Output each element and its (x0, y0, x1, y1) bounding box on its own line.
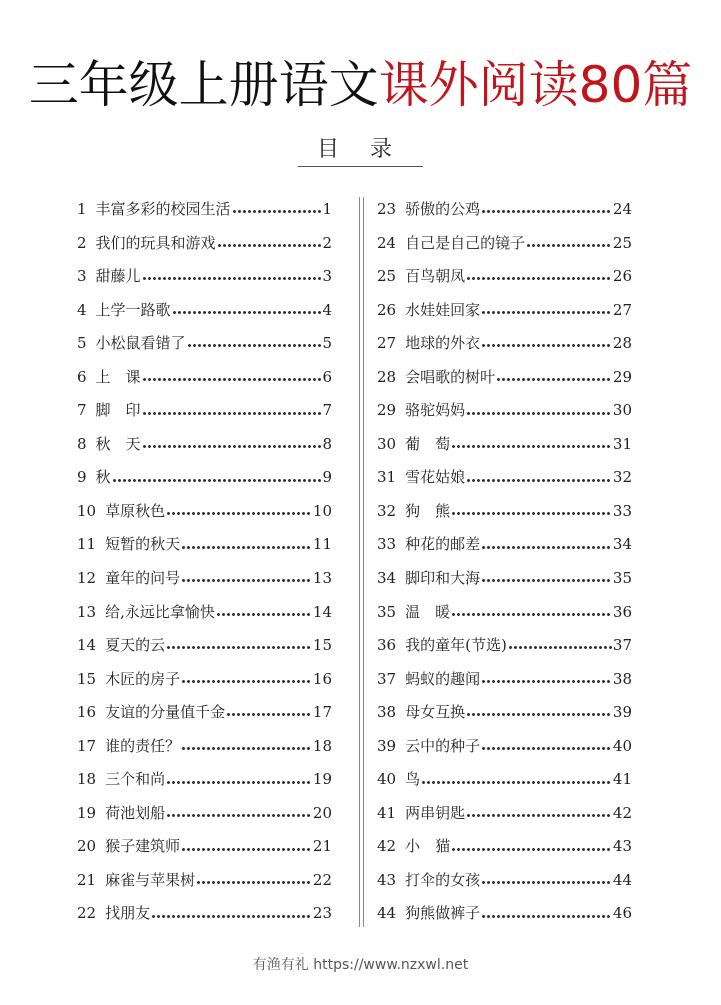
entry-page: 22 (312, 870, 332, 889)
dot-leader (466, 412, 612, 415)
entry-page: 24 (612, 200, 632, 218)
entry-title: 狗熊做裤子 (405, 904, 481, 923)
entry-title: 蚂蚁的趣闻 (405, 669, 481, 688)
entry-number: 28 (377, 367, 397, 386)
entry-title: 童年的问号 (105, 569, 181, 588)
dot-leader (217, 244, 322, 247)
dot-leader (226, 713, 312, 716)
entry-number: 27 (377, 334, 397, 353)
entry-number: 41 (377, 803, 397, 822)
entry-number: 25 (377, 267, 397, 286)
entry-page: 10 (312, 501, 332, 520)
entry-page: 1 (322, 200, 332, 218)
entry-title: 荷池划船 (105, 803, 166, 822)
entry-number: 18 (77, 770, 97, 789)
entry-title: 地球的外衣 (405, 334, 481, 353)
dot-leader (481, 680, 612, 683)
entry-title: 狗 熊 (405, 501, 451, 520)
entry-page: 36 (612, 602, 632, 621)
toc-entry[interactable] (77, 663, 332, 697)
toc-entry[interactable] (77, 428, 332, 462)
entry-number: 17 (77, 736, 97, 755)
toc-entry[interactable] (377, 763, 632, 797)
entry-page: 43 (612, 837, 632, 856)
dot-leader (181, 747, 312, 750)
entry-title: 木匠的房子 (105, 669, 181, 688)
toc-entry[interactable] (77, 730, 332, 764)
entry-number: 23 (377, 200, 397, 218)
entry-page: 38 (612, 669, 632, 688)
dot-leader (508, 646, 612, 649)
entry-page: 6 (322, 367, 332, 386)
toc-entry[interactable] (77, 797, 332, 831)
entry-page: 26 (612, 267, 632, 286)
entry-title: 打伞的女孩 (405, 870, 481, 889)
entry-number: 5 (77, 334, 87, 353)
entry-number: 8 (77, 434, 87, 453)
dot-leader (181, 680, 312, 683)
entry-number: 4 (77, 300, 87, 319)
dot-leader (451, 613, 612, 616)
dot-leader (481, 311, 612, 314)
toc-entry[interactable] (77, 897, 332, 931)
entry-title: 云中的种子 (405, 736, 481, 755)
dot-leader (481, 881, 612, 884)
toc-entry[interactable] (77, 327, 332, 361)
entry-page: 14 (312, 602, 332, 621)
toc-entry[interactable] (377, 696, 632, 730)
dot-leader (142, 378, 322, 381)
dot-leader (481, 579, 612, 582)
toc-entry[interactable] (377, 629, 632, 663)
dot-leader (216, 613, 312, 616)
toc-entry[interactable] (377, 294, 632, 328)
dot-leader (172, 311, 322, 314)
dot-leader (181, 579, 312, 582)
dot-leader (142, 412, 322, 415)
toc-entry[interactable] (77, 763, 332, 797)
entry-page: 17 (312, 703, 332, 722)
toc-entry[interactable] (77, 193, 332, 227)
dot-leader (166, 512, 312, 515)
dot-leader (466, 713, 612, 716)
toc-entry[interactable] (377, 864, 632, 898)
toc-entry[interactable] (77, 394, 332, 428)
entry-page: 40 (612, 736, 632, 755)
dot-leader (466, 814, 612, 817)
entry-page: 37 (612, 636, 632, 655)
entry-number: 26 (377, 300, 397, 319)
toc-entry[interactable] (77, 629, 332, 663)
entry-title: 脚印和大海 (405, 569, 481, 588)
entry-title: 百鸟朝凤 (405, 267, 466, 286)
toc-entry[interactable] (77, 528, 332, 562)
entry-number: 44 (377, 904, 397, 923)
dot-leader (232, 210, 322, 213)
dot-leader (451, 848, 612, 851)
dot-leader (481, 344, 612, 347)
entry-page: 15 (312, 636, 332, 655)
entry-number: 20 (77, 837, 97, 856)
entry-number: 22 (77, 904, 97, 923)
entry-title: 种花的邮差 (405, 535, 481, 554)
dot-leader (142, 277, 322, 280)
entry-page: 41 (612, 770, 632, 789)
entry-number: 37 (377, 669, 397, 688)
dot-leader (421, 781, 612, 784)
entry-title: 丰富多彩的校园生活 (95, 200, 231, 218)
entry-title: 甜藤儿 (95, 267, 141, 286)
toc-entry[interactable] (377, 495, 632, 529)
toc-entry[interactable] (377, 394, 632, 428)
dot-leader (481, 747, 612, 750)
entry-page: 35 (612, 569, 632, 588)
entry-page: 21 (312, 837, 332, 856)
entry-page: 11 (312, 535, 332, 554)
entry-number: 36 (377, 636, 397, 655)
toc-entry[interactable] (377, 193, 632, 227)
entry-number: 40 (377, 770, 397, 789)
toc-entry[interactable] (377, 663, 632, 697)
entry-number: 21 (77, 870, 97, 889)
entry-number: 11 (77, 535, 97, 554)
entry-page: 44 (612, 870, 632, 889)
entry-page: 2 (322, 233, 332, 252)
entry-page: 29 (612, 367, 632, 386)
entry-page: 7 (322, 401, 332, 420)
toc-entry[interactable] (77, 495, 332, 529)
dot-leader (466, 277, 612, 280)
entry-title: 三个和尚 (105, 770, 166, 789)
toc-entry[interactable] (77, 562, 332, 596)
dot-leader (166, 814, 312, 817)
entry-title: 短暂的秋天 (105, 535, 181, 554)
entry-title: 我们的玩具和游戏 (95, 233, 216, 252)
entry-title: 水娃娃回家 (405, 300, 481, 319)
toc-entry[interactable] (77, 596, 332, 630)
toc-entry[interactable] (77, 696, 332, 730)
entry-number: 31 (377, 468, 397, 487)
entry-number: 3 (77, 267, 87, 286)
toc-entry[interactable] (377, 227, 632, 261)
entry-number: 39 (377, 736, 397, 755)
dot-leader (196, 881, 312, 884)
dot-leader (481, 915, 612, 918)
entry-page: 9 (322, 468, 332, 487)
entry-page: 25 (612, 233, 632, 252)
toc-entry[interactable] (377, 260, 632, 294)
entry-page: 3 (322, 267, 332, 286)
toc-entry[interactable] (77, 260, 332, 294)
entry-title: 葡 萄 (405, 434, 451, 453)
toc-entry[interactable] (377, 327, 632, 361)
entry-number: 24 (377, 233, 397, 252)
toc-entry[interactable] (377, 361, 632, 395)
dot-leader (142, 445, 322, 448)
dot-leader (466, 479, 612, 482)
entry-page: 39 (612, 703, 632, 722)
dot-leader (526, 244, 612, 247)
entry-page: 23 (312, 904, 332, 923)
dot-leader (181, 848, 312, 851)
entry-number: 32 (377, 501, 397, 520)
toc-entry[interactable] (377, 528, 632, 562)
entry-title: 找朋友 (105, 904, 151, 923)
entry-page: 19 (312, 770, 332, 789)
title-black-part: 三年级上册语文 (28, 56, 379, 114)
entry-number: 29 (377, 401, 397, 420)
toc-entry[interactable] (77, 461, 332, 495)
dot-leader (112, 479, 322, 482)
entry-title: 脚 印 (95, 401, 141, 420)
entry-page: 16 (312, 669, 332, 688)
entry-title: 会唱歌的树叶 (405, 367, 496, 386)
entry-number: 10 (77, 501, 97, 520)
entry-number: 6 (77, 367, 87, 386)
entry-number: 9 (77, 468, 87, 487)
entry-title: 给,永远比拿愉快 (105, 602, 215, 621)
entry-title: 友谊的分量值千金 (105, 703, 226, 722)
toc-entry[interactable] (77, 227, 332, 261)
entry-title: 猴子建筑师 (105, 837, 181, 856)
column-divider (359, 197, 364, 927)
entry-page: 13 (312, 569, 332, 588)
entry-page: 18 (312, 736, 332, 755)
entry-number: 16 (77, 703, 97, 722)
toc-entry[interactable] (77, 294, 332, 328)
entry-page: 28 (612, 334, 632, 353)
entry-title: 我的童年(节选) (405, 636, 507, 655)
toc-entry[interactable] (77, 864, 332, 898)
entry-title: 秋 (95, 468, 111, 487)
toc-left-column (77, 193, 332, 931)
entry-title: 上 课 (95, 367, 141, 386)
dot-leader (451, 445, 612, 448)
entry-title: 上学一路歌 (95, 300, 171, 319)
entry-number: 13 (77, 602, 97, 621)
entry-title: 夏天的云 (105, 636, 166, 655)
entry-page: 46 (612, 904, 632, 923)
footer-watermark: 有渔有礼 https://www.nzxwl.net (252, 957, 469, 973)
toc-entry[interactable] (77, 830, 332, 864)
entry-page: 32 (612, 468, 632, 487)
entry-title: 鸟 (405, 770, 421, 789)
entry-number: 15 (77, 669, 97, 688)
entry-page: 30 (612, 401, 632, 420)
entry-page: 42 (612, 803, 632, 822)
entry-number: 43 (377, 870, 397, 889)
dot-leader (181, 546, 312, 549)
entry-number: 12 (77, 569, 97, 588)
dot-leader (151, 915, 312, 918)
entry-number: 42 (377, 837, 397, 856)
entry-page: 33 (612, 501, 632, 520)
entry-number: 35 (377, 602, 397, 621)
entry-title: 秋 天 (95, 434, 141, 453)
toc-entry[interactable] (377, 428, 632, 462)
entry-page: 4 (322, 300, 332, 319)
dot-leader (166, 646, 312, 649)
entry-number: 19 (77, 803, 97, 822)
title-red-part: 课外阅读80篇 (378, 56, 693, 114)
toc-entry[interactable] (377, 797, 632, 831)
entry-number: 33 (377, 535, 397, 554)
entry-number: 34 (377, 569, 397, 588)
toc-entry[interactable] (377, 562, 632, 596)
entry-title: 谁的责任？ (105, 736, 181, 755)
toc-entry[interactable] (377, 596, 632, 630)
toc-entry[interactable] (377, 730, 632, 764)
entry-number: 2 (77, 233, 87, 252)
entry-title: 自己是自己的镜子 (405, 233, 526, 252)
dot-leader (451, 512, 612, 515)
entry-title: 母女互换 (405, 703, 466, 722)
document-title (0, 50, 721, 120)
dot-leader (496, 378, 612, 381)
entry-title: 两串钥匙 (405, 803, 466, 822)
dot-leader (166, 781, 312, 784)
entry-page: 20 (312, 803, 332, 822)
entry-page: 34 (612, 535, 632, 554)
toc-entry[interactable] (377, 830, 632, 864)
dot-leader (187, 344, 322, 347)
entry-title: 麻雀与苹果树 (105, 870, 196, 889)
entry-number: 38 (377, 703, 397, 722)
entry-page: 8 (322, 434, 332, 453)
entry-title: 草原秋色 (105, 501, 166, 520)
toc-heading: 目 录 (298, 136, 423, 167)
entry-title: 骆驼妈妈 (405, 401, 466, 420)
entry-title: 小 猫 (405, 837, 451, 856)
entry-title: 小松鼠看错了 (95, 334, 186, 353)
entry-number: 14 (77, 636, 97, 655)
toc-entry[interactable] (377, 461, 632, 495)
entry-number: 7 (77, 401, 87, 420)
dot-leader (481, 546, 612, 549)
toc-right-column (377, 193, 632, 931)
entry-page: 31 (612, 434, 632, 453)
entry-page: 5 (322, 334, 332, 353)
entry-number: 30 (377, 434, 397, 453)
entry-title: 温 暖 (405, 602, 451, 621)
toc-entry[interactable] (77, 361, 332, 395)
toc-entry[interactable] (377, 897, 632, 931)
entry-title: 骄傲的公鸡 (405, 200, 481, 218)
entry-page: 27 (612, 300, 632, 319)
entry-number: 1 (77, 200, 87, 218)
dot-leader (481, 210, 612, 213)
entry-title: 雪花姑娘 (405, 468, 466, 487)
